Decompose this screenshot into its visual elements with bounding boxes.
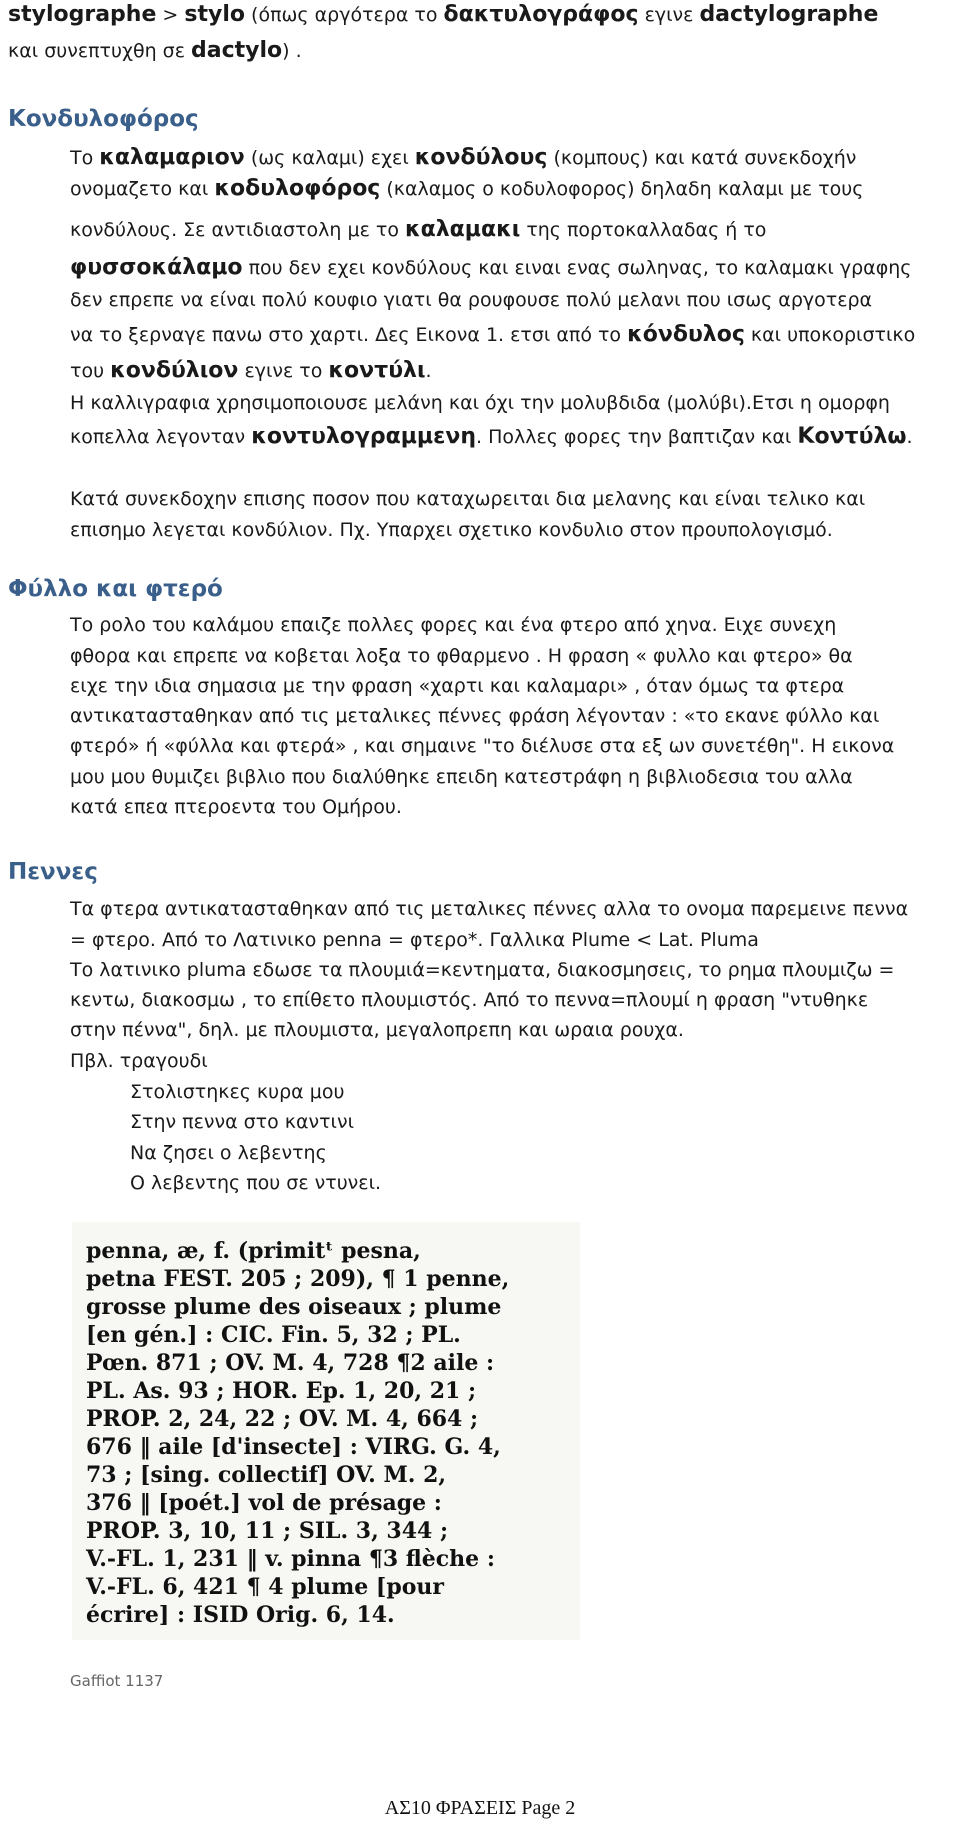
intro-line-1 bbox=[8, 0, 878, 30]
bold-term: stylographe bbox=[8, 2, 157, 27]
paragraph-line: φτερό» ή «φύλλα και φτερά» , και σημαινε "το διέλυσε στα εξ ων συνετέθη". Η εικονα bbox=[70, 735, 895, 757]
text: Κατά συνεκδοχην επισης ποσον που καταχωρειται δια μελανης και είναι τελικο και bbox=[70, 488, 866, 510]
text: κοπελλα λεγονταν bbox=[70, 426, 252, 448]
paragraph-line: φθορα και επρεπε να κοβεται λοξα το φθαρμενο . Η φραση « φυλλο και φτερο» θα bbox=[70, 645, 853, 667]
paragraph-line bbox=[70, 215, 766, 245]
paragraph-line bbox=[70, 422, 913, 452]
paragraph-line bbox=[70, 143, 856, 173]
text: εγινε bbox=[638, 4, 700, 26]
scan-line: penna, æ, f. (primitᵗ pesna, bbox=[86, 1238, 421, 1264]
scan-line: [en gén.] : CIC. Fin. 5, 32 ; PL. bbox=[86, 1322, 461, 1348]
paragraph-line: Το ρολο του καλάμου επαιζε πολλες φορες και ένα φτερο από χηνα. Ειχε συνεχη bbox=[70, 614, 837, 636]
section-heading: Κονδυλοφόρος bbox=[8, 106, 199, 132]
bold-term: δακτυλογράφος bbox=[443, 2, 639, 27]
text: που δεν εχει κονδύλους και ειναι ενας σωληνας, το καλαμακι γραφης bbox=[242, 257, 912, 279]
section-heading: Πεννες bbox=[8, 859, 98, 885]
bold-term: κόνδυλος bbox=[627, 322, 745, 347]
text: δεν επρεπε να είναι πολύ κουφιο γιατι θα ρουφουσε πολύ μελανι που ισως αργοτερα bbox=[70, 289, 873, 311]
bold-term: κοντυλογραμμενη bbox=[251, 424, 476, 449]
bold-term: dactylo bbox=[191, 38, 283, 63]
paragraph-line: αντικατασταθηκαν από τις μεταλικες πέννες φράση λέγονταν : «το εκανε φύλλο και bbox=[70, 705, 880, 727]
image-caption: Gaffiot 1137 bbox=[70, 1672, 164, 1690]
paragraph-line: μου μου θυμιζει βιβλιο που διαλύθηκε επειδη κατεστράφη η βιβλιοδεσια του αλλα bbox=[70, 766, 853, 788]
paragraph-line bbox=[70, 515, 833, 545]
section-heading: Φύλλο και φτερό bbox=[8, 576, 223, 602]
scan-line: PROP. 3, 10, 11 ; SIL. 3, 344 ; bbox=[86, 1518, 449, 1544]
scan-line: PL. As. 93 ; HOR. Ep. 1, 20, 21 ; bbox=[86, 1378, 477, 1404]
scan-line: grosse plume des oiseaux ; plume bbox=[86, 1294, 502, 1320]
paragraph-line: Πβλ. τραγουδι bbox=[70, 1050, 208, 1072]
paragraph-line bbox=[70, 484, 865, 514]
bold-term: καλαμακι bbox=[404, 217, 521, 242]
paragraph-line bbox=[70, 285, 872, 315]
text: του bbox=[70, 360, 111, 382]
text: εγινε το bbox=[238, 360, 329, 382]
text: . bbox=[906, 426, 913, 448]
page-footer: ΑΣ10 ΦΡΑΣΕΙΣ Page 2 bbox=[384, 1797, 576, 1819]
intro-line-2 bbox=[8, 36, 302, 66]
paragraph-line bbox=[70, 174, 863, 204]
text: . bbox=[425, 360, 432, 382]
paragraph-line: = φτερο. Από το Λατινικο penna = φτερο*. Γαλλικα Plume < Lat. Pluma bbox=[70, 929, 759, 951]
text: επισημο λεγεται κονδύλιον. Πχ. Υπαρχει σχετικο κονδυλιο στον προυπολογισμό. bbox=[70, 519, 833, 541]
bold-term: Κοντύλω bbox=[797, 424, 907, 449]
paragraph-line: Το λατινικο pluma εδωσε τα πλουμιά=κεντηματα, διακοσμησεις, το ρημα πλουμιζω = bbox=[70, 959, 895, 981]
paragraph-line: στην πέννα", δηλ. με πλουμιστα, μεγαλοπρεπη και ωραια ρουχα. bbox=[70, 1019, 684, 1041]
scan-line: Pœn. 871 ; OV. M. 4, 728 ¶2 aile : bbox=[86, 1350, 495, 1376]
text: και υποκοριστικο bbox=[744, 324, 916, 346]
text: και συνεπτυχθη σε bbox=[8, 40, 192, 62]
scan-line: écrire] : ISID Orig. 6, 14. bbox=[86, 1602, 395, 1628]
text: ονομαζετο και bbox=[70, 178, 215, 200]
paragraph-line: κατά επεα πτεροεντα του Ομήρου. bbox=[70, 796, 402, 818]
bold-term: κοδυλοφόρος bbox=[214, 176, 381, 201]
bold-term: stylo bbox=[184, 2, 245, 27]
paragraph-line: ειχε την ιδια σημασια με την φραση «χαρτι και καλαμαρι» , όταν όμως τα φτερα bbox=[70, 675, 845, 697]
text: Η καλλιγραφια χρησιμοποιουσε μελάνη και όχι την μολυβδιδα (μολύβι).Ετσι η ομορφη bbox=[70, 392, 890, 414]
paragraph-line bbox=[70, 356, 432, 386]
text: Το bbox=[70, 147, 100, 169]
text: (ως καλαμι) εχει bbox=[244, 147, 415, 169]
song-verse-line: Στην πεννα στο καντινι bbox=[130, 1111, 355, 1133]
text: κονδύλους. Σε αντιδιαστολη με το bbox=[70, 219, 405, 241]
song-verse-line: Ο λεβεντης που σε ντυνει. bbox=[130, 1172, 382, 1194]
paragraph-line: κεντω, διακοσμω , το επίθετο πλουμιστός. Από το πεννα=πλουμί η φραση "ντυθηκε bbox=[70, 989, 869, 1011]
text: ) . bbox=[282, 40, 302, 62]
text: > bbox=[156, 4, 185, 26]
scan-line: V.-FL. 6, 421 ¶ 4 plume [pour bbox=[86, 1574, 444, 1600]
text: της πορτοκαλλαδας ή το bbox=[520, 219, 767, 241]
text: (καλαμος ο κοδυλοφορος) δηλαδη καλαμι με τους bbox=[380, 178, 864, 200]
scan-line: 73 ; [sing. collectif] OV. M. 2, bbox=[86, 1462, 447, 1488]
paragraph-line bbox=[70, 253, 911, 283]
bold-term: κονδύλους bbox=[414, 145, 548, 170]
text: . Πολλες φορες την βαπτιζαν και bbox=[475, 426, 798, 448]
dictionary-entry-scan bbox=[72, 1222, 580, 1640]
scan-line: petna FEST. 205 ; 209), ¶ 1 penne, bbox=[86, 1266, 510, 1292]
paragraph-line bbox=[70, 388, 890, 418]
bold-term: dactylographe bbox=[699, 2, 879, 27]
song-verse-line: Να ζησει ο λεβεντης bbox=[130, 1142, 327, 1164]
scan-line: 376 ‖ [poét.] vol de présage : bbox=[86, 1490, 442, 1516]
bold-term: κοντύλι bbox=[328, 358, 426, 383]
bold-term: καλαμαριον bbox=[99, 145, 245, 170]
scan-line: V.-FL. 1, 231 ‖ v. pinna ¶3 flèche : bbox=[86, 1546, 495, 1572]
bold-term: φυσσοκάλαμο bbox=[70, 255, 243, 280]
paragraph-line bbox=[70, 320, 915, 350]
scan-line: 676 ‖ aile [d'insecte] : VIRG. G. 4, bbox=[86, 1434, 501, 1460]
text: (όπως αργότερα το bbox=[245, 4, 444, 26]
bold-term: κονδύλιον bbox=[110, 358, 239, 383]
scan-line: PROP. 2, 24, 22 ; OV. M. 4, 664 ; bbox=[86, 1406, 479, 1432]
paragraph-line: Τα φτερα αντικατασταθηκαν από τις μεταλικες πέννες αλλα το ονομα παρεμεινε πεννα bbox=[70, 898, 909, 920]
text: να το ξερναγε πανω στο χαρτι. Δες Εικονα 1. ετσι από το bbox=[70, 324, 628, 346]
text: (κομπους) και κατά συνεκδοχήν bbox=[547, 147, 857, 169]
song-verse-line: Στολιστηκες κυρα μου bbox=[130, 1081, 345, 1103]
